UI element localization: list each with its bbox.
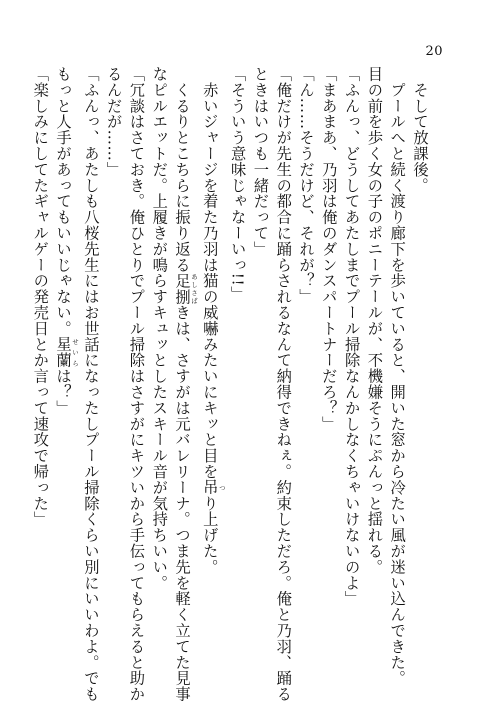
ruby-annotation: 足捌 あしさば <box>173 272 199 305</box>
text-line: 赤いジャージを着た乃羽は猫の威嚇みたいにキッと目を吊 つり上げた。 <box>200 66 226 575</box>
text-line: 「ん……そうだけど、それが？」 <box>297 66 316 305</box>
text-line: なピルエットだ。上履きが鳴らすキュッとしたスキール音が気持ちいい。 <box>150 66 169 591</box>
ruby-annotation: 星蘭 せいら <box>54 336 80 369</box>
text-line: 「楽しみにしてたギャルゲーの発売日とか言って速攻で帰った」 <box>31 66 50 528</box>
text-line: 目の前を歩く女の子のポニーテールが、不機嫌そうにぷんっと揺れる。 <box>365 66 384 575</box>
ruby-annotation: 吊 つ <box>200 479 226 496</box>
text-line: 「まあまあ、乃羽は俺のダンスパートナーだろ？」 <box>319 66 338 432</box>
text-line: るんだが……」 <box>104 66 123 178</box>
text-line: もっと人手があってもいいじゃない。星蘭 せいらは？」 <box>54 66 80 416</box>
text-line: 「そういう意味じゃなーいっ!!」 <box>228 66 247 303</box>
text-line: 「俺だけが先生の都合に踊らされるなんて納得できねぇ。約束しただろ。俺と乃羽、踊る <box>274 66 293 702</box>
text-line: くるりとこちらに振り返る足捌 あしさばきは、さすがは元バレリーナ。つま先を軽く立てた見事 <box>173 66 199 703</box>
body-text <box>28 66 431 703</box>
text-line: 「ふんっ、どうしてあたしまでプール掃除なんかしなくちゃいけないのよ」 <box>342 66 361 607</box>
text-line: ときはいつも一緒だって」 <box>251 66 270 257</box>
text-line: プールへと続く渡り廊下を歩いていると、開いた窓から冷たい風が迷い込んできた。 <box>388 66 407 687</box>
text-line: そして放課後。 <box>411 66 429 194</box>
text-line: 「冗談はさておき。俺ひとりでプール掃除はさすがにキツいから手伝ってもらえると助か <box>127 66 146 702</box>
page-number: 20 <box>425 44 443 59</box>
text-line: 「ふんっ、あたしも八桜先生にはお世話になったしプール掃除くらい別にいいわよ。でも <box>81 66 100 702</box>
